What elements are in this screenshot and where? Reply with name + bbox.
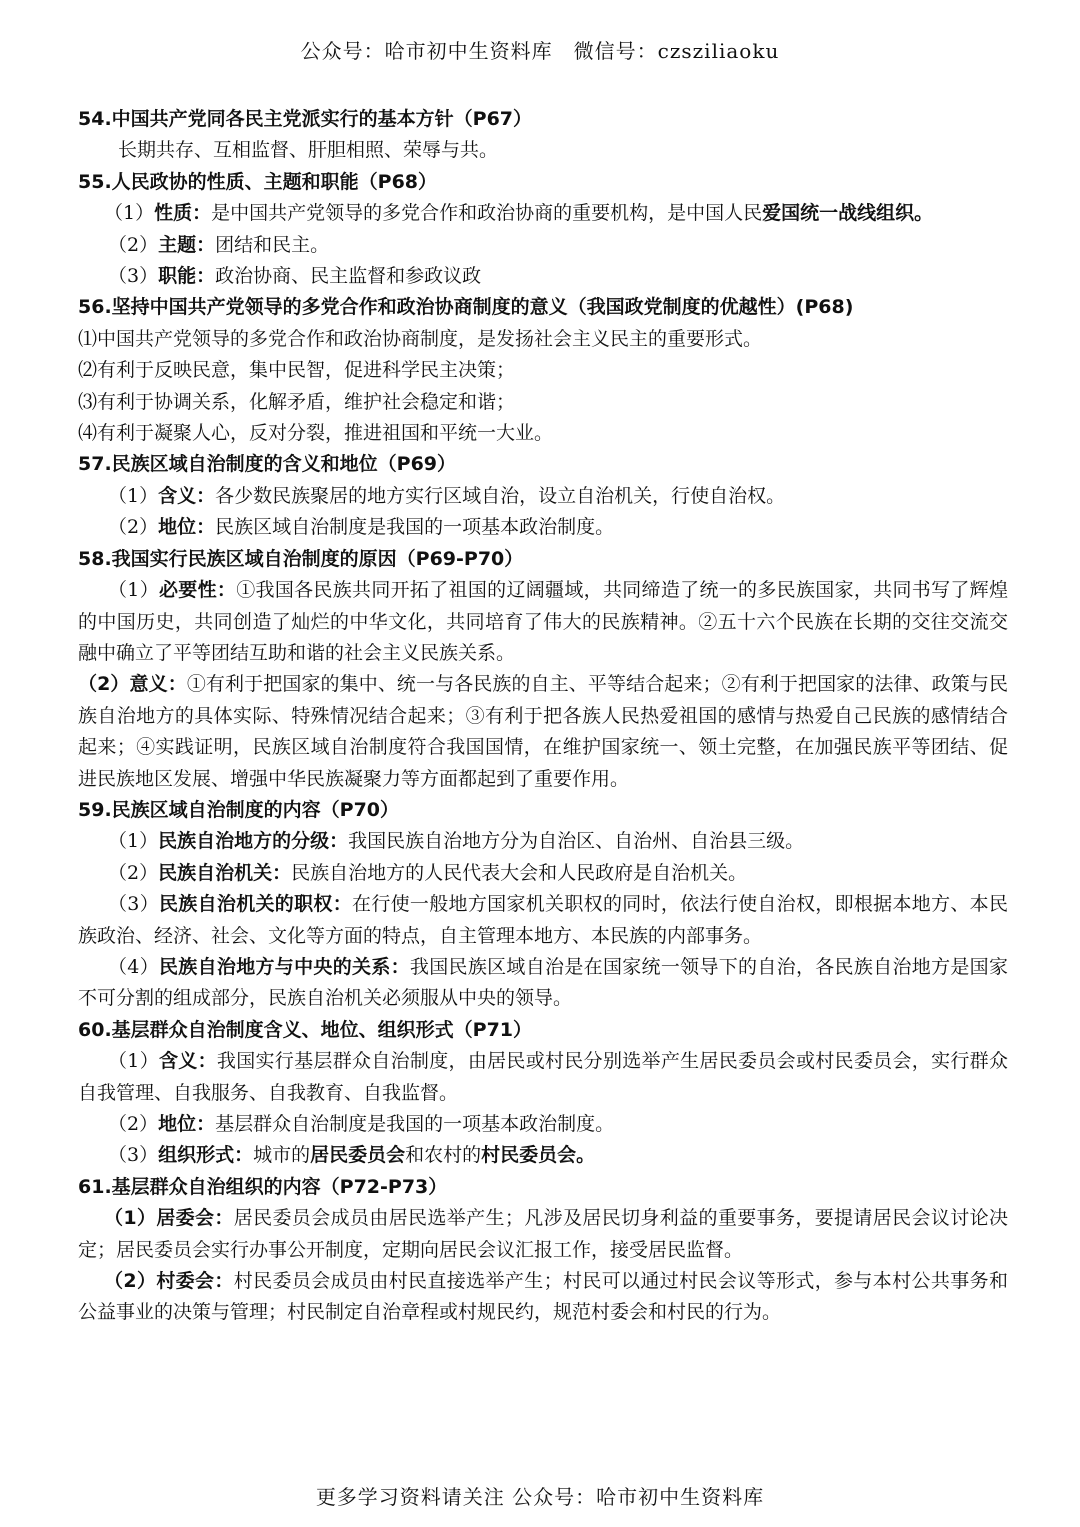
item-number: （2）	[108, 861, 159, 884]
item-number: （2）	[108, 233, 159, 256]
item-number: （1）	[104, 202, 155, 225]
item-label: 民族自治地方的分级：	[158, 830, 349, 853]
section-61-title: 61.基层群众自治组织的内容（P72-P73）	[78, 1175, 448, 1198]
item-label: 意义：	[129, 673, 187, 696]
section-55-item-3	[78, 261, 1008, 292]
item-number: （1）	[108, 579, 159, 602]
section-59-item-1	[78, 826, 1008, 857]
item-label: 居委会：	[156, 1207, 234, 1230]
section-59-item-4	[78, 952, 1008, 1015]
section-59-item-3	[78, 889, 1008, 952]
item-number: （2）	[108, 1113, 159, 1135]
section-56-item-4: ⑷有利于凝聚人心，反对分裂，推进祖国和平统一大业。	[78, 422, 554, 445]
item-text: ①有利于把国家的集中、统一与各民族的自主、平等结合起来；②有利于把国家的法律、政策与民族自治地方的具体实际、特殊情况结合起来；③有利于把各族人民热爱祖国的感情与热爱自己民族的感情结合起来；④实践证明，民族区域自治制度符合我国国情，在维护国家统一、领土完整，在加强民族平等团结、促进民族地区发展、增强中华民族凝聚力等方面都起到了重要作用。	[78, 673, 1008, 790]
item-text: 城市的	[253, 1144, 311, 1167]
section-56-title: 56.坚持中国共产党领导的多党合作和政治协商制度的意义（我国政党制度的优越性）(P68)	[78, 296, 854, 319]
section-57-title: 57.民族区域自治制度的含义和地位（P69）	[78, 453, 457, 476]
section-61-item-2	[78, 1266, 1008, 1329]
item-label: 性质：	[154, 202, 212, 225]
item-text: 我国实行基层群众自治制度，由居民或村民分别选举产生居民委员会或村民委员会，实行群众自我管理、自我服务、自我教育、自我监督。	[78, 1050, 1008, 1104]
item-number: （1）	[108, 484, 159, 507]
section-55-item-1	[78, 198, 1008, 229]
item-label: 主题：	[158, 233, 216, 256]
section-60-item-2	[78, 1109, 1008, 1140]
item-text: 团结和民主。	[215, 233, 330, 256]
section-55-item-2	[78, 230, 1008, 261]
item-text: 我国民族自治地方分为自治区、自治州、自治县三级。	[348, 830, 805, 853]
item-text: 我国民族区域自治是在国家统一领导下的自治，各民族自治地方是国家不可分割的组成部分，民族自治机关必须服从中央的领导。	[78, 955, 1008, 1010]
item-text: 村民委员会成员由村民直接选举产生；村民可以通过村民会议等形式，参与本村公共事务和公益事业的决策与管理；村民制定自治章程或村规民约，规范村委会和村民的行为。	[78, 1270, 1008, 1324]
item-text: 民族自治地方的人民代表大会和人民政府是自治机关。	[291, 861, 748, 884]
item-text: ①我国各民族共同开拓了祖国的辽阔疆域，共同缔造了统一的多民族国家，共同书写了辉煌的中国历史，共同创造了灿烂的中华文化，共同培育了伟大的民族精神。②五十六个民族在长期的交往交流交融中确立了平等团结互助和谐的社会主义民族关系。	[78, 579, 1008, 664]
section-55-title: 55.人民政协的性质、主题和职能（P68）	[78, 170, 438, 193]
item-label: 含义：	[158, 484, 216, 507]
item-text: 基层群众自治制度是我国的一项基本政治制度。	[215, 1113, 615, 1135]
item-bold-text: 村民委员会。	[481, 1144, 596, 1167]
item-label: 职能：	[158, 265, 216, 288]
item-label: 民族自治机关：	[158, 861, 292, 884]
item-text: 政治协商、民主监督和参政议政	[215, 265, 482, 288]
section-60-item-3	[78, 1140, 1008, 1171]
item-text: 居民委员会成员由居民选举产生；凡涉及居民切身利益的重要事务，要提请居民会议讨论决定；居民委员会实行办事公开制度，定期向居民会议汇报工作，接受居民监督。	[78, 1207, 1008, 1261]
item-label: 村委会：	[156, 1270, 234, 1293]
item-label: 民族自治机关的职权：	[159, 893, 353, 916]
item-number: （2）	[78, 673, 130, 696]
section-58-item-2	[78, 669, 1008, 795]
item-number: （2）	[108, 516, 159, 539]
section-60-title: 60.基层群众自治制度含义、地位、组织形式（P71）	[78, 1018, 533, 1041]
item-number: （3）	[108, 893, 159, 916]
item-number: （2）	[104, 1270, 157, 1293]
section-59-title: 59.民族区域自治制度的内容（P70）	[78, 798, 400, 821]
section-54-text: 长期共存、互相监督、肝胆相照、荣辱与共。	[118, 139, 499, 162]
item-number: （1）	[108, 830, 159, 853]
item-number: （1）	[108, 1050, 159, 1073]
document-body	[78, 104, 1008, 1329]
item-bold-text: 居民委员会	[310, 1144, 406, 1167]
section-56-item-3: ⑶有利于协调关系，化解矛盾，维护社会稳定和谐；	[78, 390, 516, 413]
page-footer: 更多学习资料请关注 公众号：哈市初中生资料库	[315, 1485, 765, 1509]
section-56-item-1: ⑴中国共产党领导的多党合作和政治协商制度，是发扬社会主义民主的重要形式。	[78, 327, 763, 350]
item-text: 在行使一般地方国家机关职权的同时，依法行使自治权，即根据本地方、本民族政治、经济、社会、文化等方面的特点，自主管理本地方、本民族的内部事务。	[78, 893, 1008, 947]
item-label: 含义：	[159, 1050, 217, 1073]
section-57-item-2	[78, 512, 1008, 543]
section-61-item-1	[78, 1203, 1008, 1266]
section-59-item-2	[78, 858, 1008, 889]
item-label: 组织形式：	[158, 1144, 254, 1167]
item-number: （4）	[108, 955, 159, 978]
section-54-title: 54.中国共产党同各民主党派实行的基本方针（P67）	[78, 108, 533, 130]
item-text: 是中国共产党领导的多党合作和政治协商的重要机构，是中国人民	[211, 202, 763, 225]
item-text: 各少数民族聚居的地方实行区域自治，设立自治机关，行使自治权。	[215, 484, 786, 507]
item-label: 地位：	[158, 1113, 216, 1135]
item-label: 地位：	[158, 516, 216, 539]
item-number: （1）	[104, 1207, 157, 1230]
section-58-title: 58.我国实行民族区域自治制度的原因（P69-P70）	[78, 547, 524, 570]
section-56-item-2: ⑵有利于反映民意，集中民智，促进科学民主决策；	[78, 359, 516, 382]
section-58-item-1	[78, 575, 1008, 669]
item-label: 必要性：	[159, 579, 237, 602]
item-text: 和农村的	[405, 1144, 482, 1167]
item-number: （3）	[108, 265, 159, 288]
section-60-item-1	[78, 1046, 1008, 1109]
section-57-item-1	[78, 481, 1008, 512]
item-text: 民族区域自治制度是我国的一项基本政治制度。	[215, 516, 615, 539]
item-label: 民族自治地方与中央的关系：	[159, 955, 410, 978]
item-bold-text: 爱国统一战线组织。	[762, 202, 934, 225]
item-number: （3）	[108, 1144, 159, 1167]
page-header: 公众号：哈市初中生资料库 微信号：czsziliaoku	[300, 39, 780, 63]
